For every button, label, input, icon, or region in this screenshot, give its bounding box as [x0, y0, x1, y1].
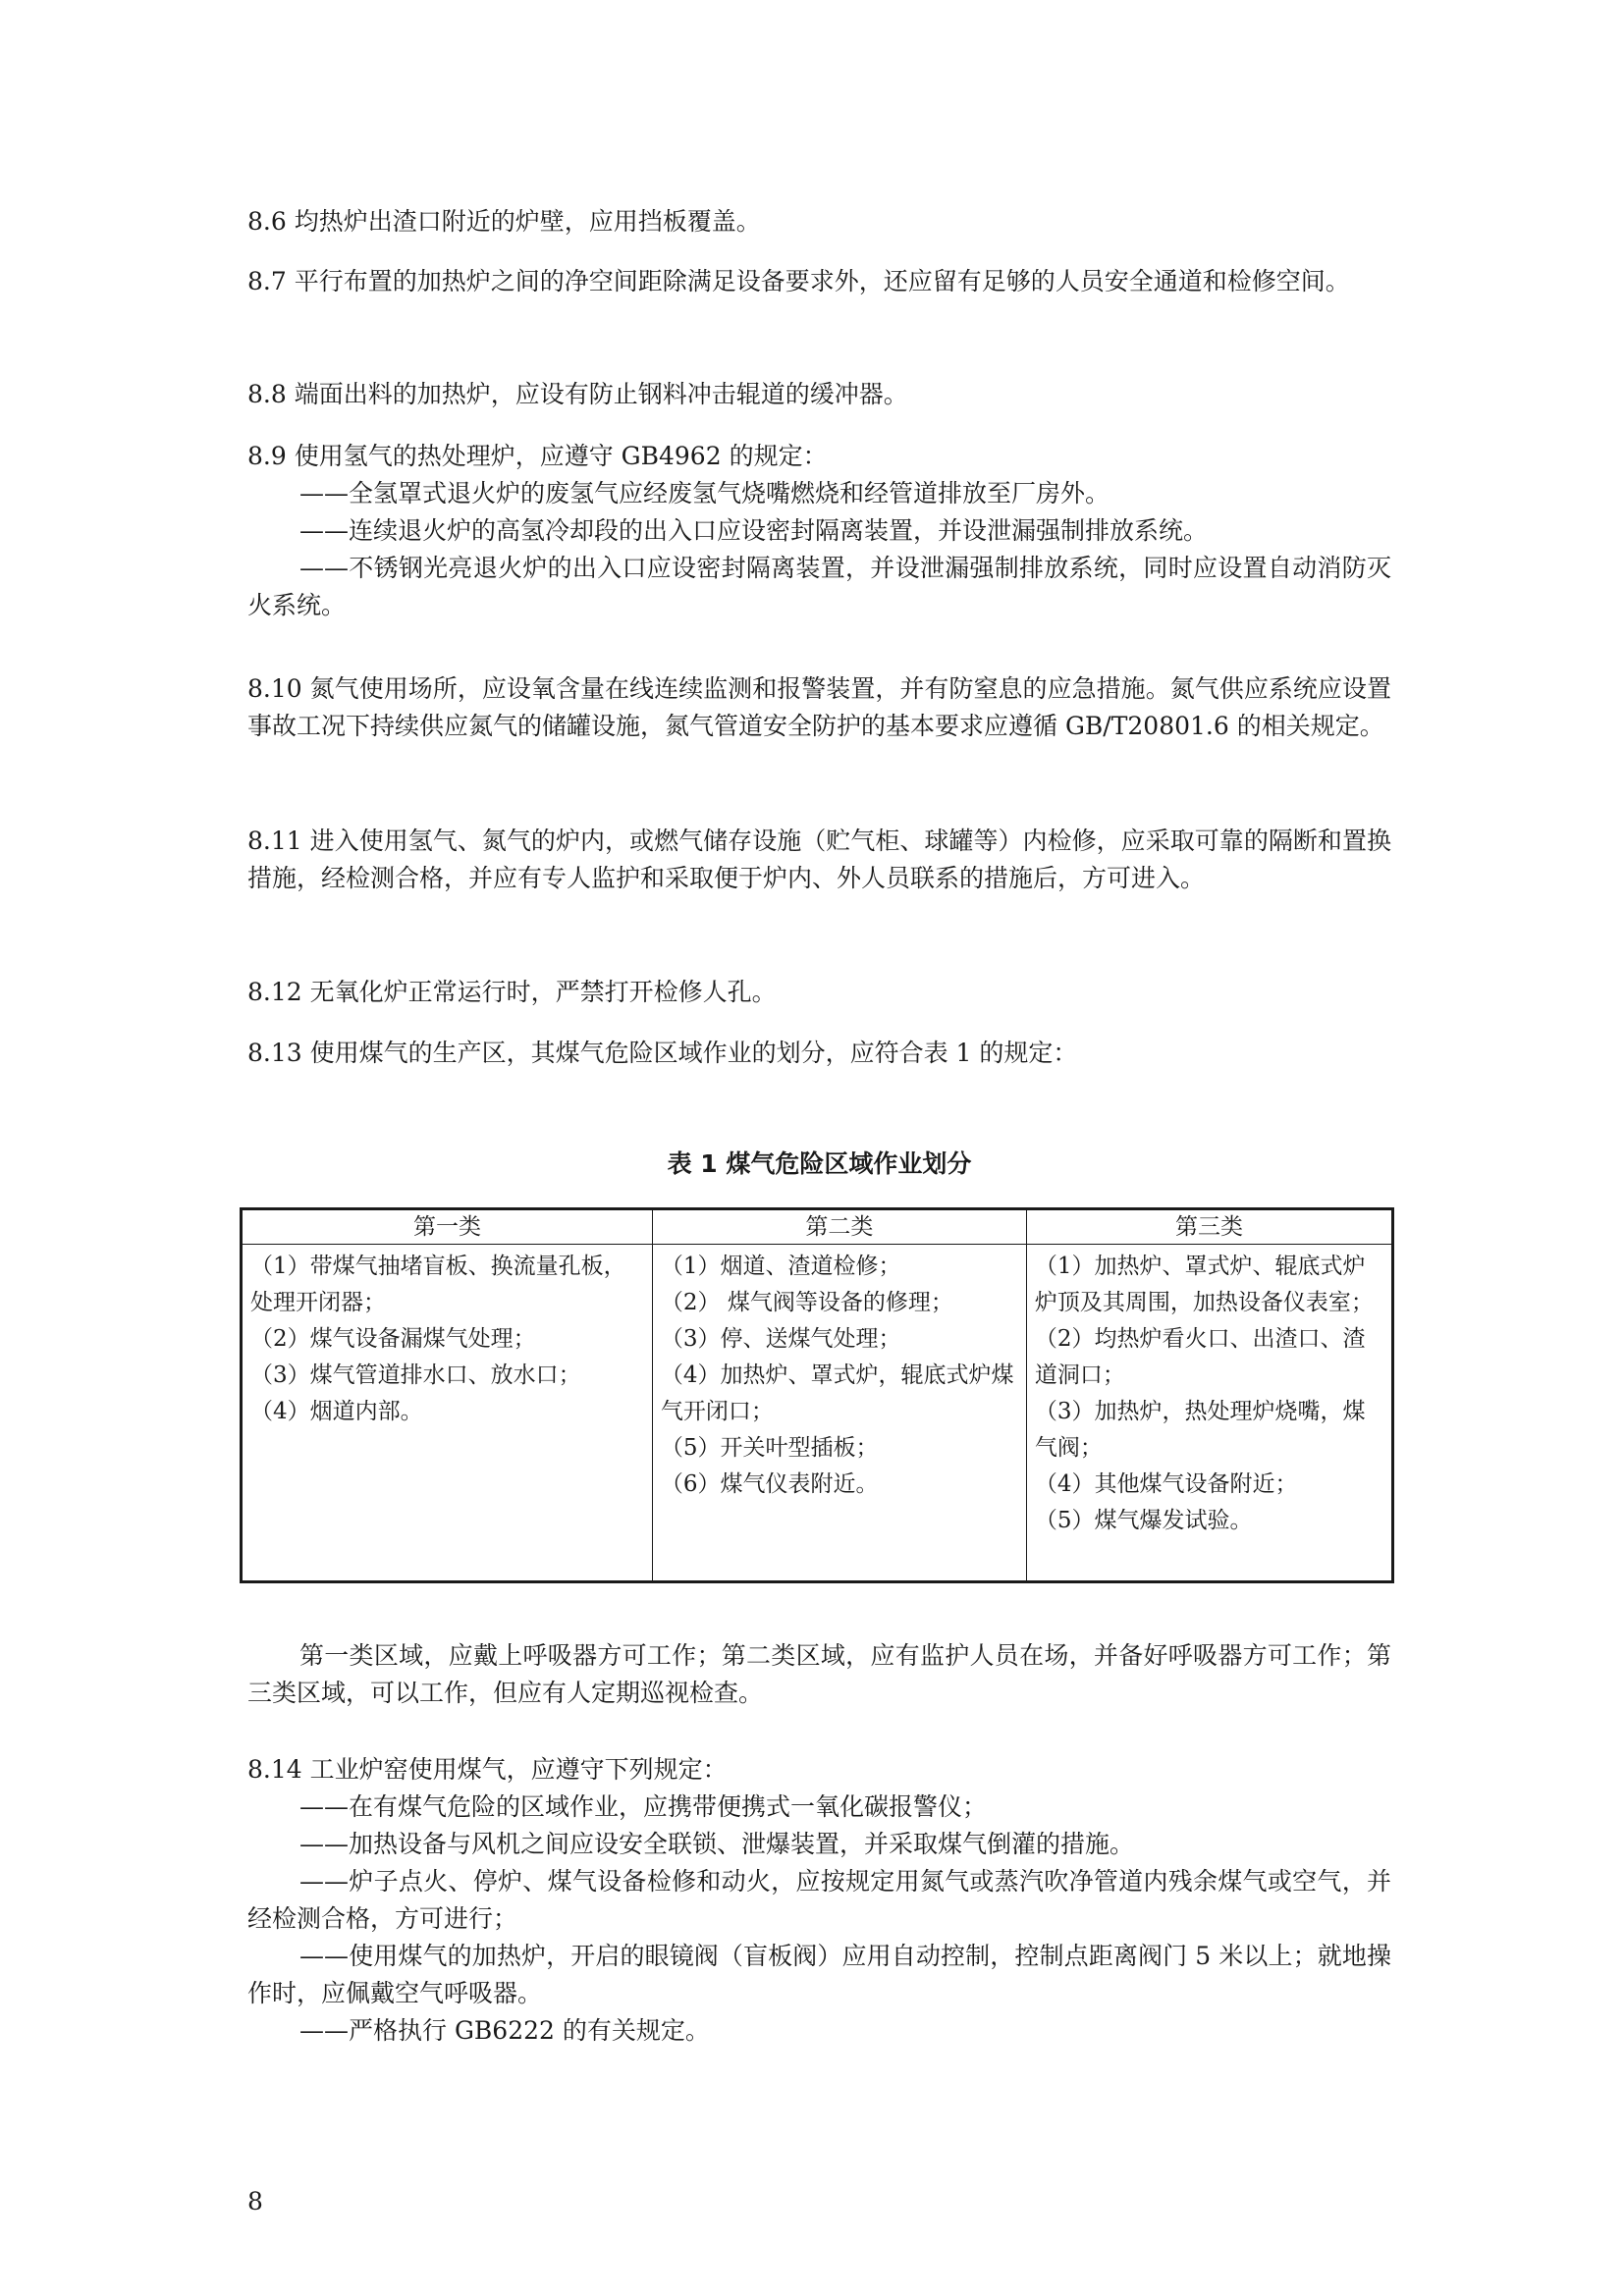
- list-item: ——加热设备与风机之间应设安全联锁、泄爆装置，并采取煤气倒灌的措施。: [299, 1830, 1135, 1858]
- paragraph: 8.9 使用氢气的热处理炉，应遵守 GB4962 的规定：: [247, 442, 828, 470]
- list-item: ——全氢罩式退火炉的废氢气应经废氢气烧嘴燃烧和经管道排放至厂房外。: [299, 479, 1110, 507]
- paragraph: 8.7 平行布置的加热炉之间的净空间距除满足设备要求外，还应留有足够的人员安全通道和检修空间。: [247, 267, 1350, 295]
- section-8-9: [247, 438, 1391, 624]
- section-8-11: [247, 823, 1391, 897]
- paragraph: 8.11 进入使用氢气、氮气的炉内，或燃气储存设施（贮气柜、球罐等）内检修，应采取可靠的隔断和置换措施，经检测合格，并应有专人监护和采取便于炉内、外人员联系的措施后，方可进入。: [247, 827, 1391, 892]
- section-8-7: [247, 263, 1391, 300]
- paragraph: 8.13 使用煤气的生产区，其煤气危险区域作业的划分，应符合表 1 的规定：: [247, 1039, 1078, 1067]
- list-item: ——不锈钢光亮退火炉的出入口应设密封隔离装置，并设泄漏强制排放系统，同时应设置自动消防灭火系统。: [247, 554, 1391, 619]
- list-item: ——使用煤气的加热炉，开启的眼镜阀（盲板阀）应用自动控制，控制点距离阀门 5 米以上；就地操作时，应佩戴空气呼吸器。: [247, 1942, 1391, 2007]
- table-cell: [242, 1245, 653, 1582]
- after-table-note: [247, 1637, 1391, 1712]
- section-8-12: [247, 974, 1391, 1011]
- cell-item: （3）煤气管道排水口、放水口；: [250, 1362, 581, 1388]
- list-item: ——严格执行 GB6222 的有关规定。: [299, 2016, 710, 2045]
- section-8-8: [247, 376, 1391, 413]
- cell-item: （6）煤气仪表附近。: [660, 1471, 879, 1497]
- paragraph: 8.12 无氧化炉正常运行时，严禁打开检修人孔。: [247, 978, 777, 1006]
- section-8-14: [247, 1751, 1391, 2050]
- table-cell: [1026, 1245, 1392, 1582]
- cell-item: （2） 煤气阀等设备的修理；: [660, 1290, 953, 1315]
- cell-item: （1）带煤气抽堵盲板、换流量孔板，处理开闭器；: [250, 1254, 626, 1315]
- table-cell: [652, 1245, 1026, 1582]
- cell-item: （1）加热炉、罩式炉、辊底式炉炉顶及其周围，加热设备仪表室；: [1034, 1254, 1374, 1315]
- paragraph: 8.10 氮气使用场所，应设氧含量在线连续监测和报警装置，并有防窒息的应急措施。氮气供应系统应设置事故工况下持续供应氮气的储罐设施，氮气管道安全防护的基本要求应遵循 GB/T20801.6 的相关规定。: [247, 674, 1391, 740]
- section-8-13: [247, 1035, 1391, 1072]
- table-header-row: [242, 1209, 1393, 1245]
- cell-item: （4）烟道内部。: [250, 1399, 423, 1424]
- table-caption: 表 1 煤气危险区域作业划分: [667, 1149, 972, 1178]
- cell-item: （2）煤气设备漏煤气处理；: [250, 1326, 536, 1352]
- section-8-10: [247, 670, 1391, 745]
- paragraph: 8.14 工业炉窑使用煤气，应遵守下列规定：: [247, 1755, 728, 1784]
- cell-item: （4）加热炉、罩式炉，辊底式炉煤气开闭口；: [660, 1362, 1014, 1424]
- zone-table: [240, 1207, 1394, 1583]
- cell-item: （3）停、送煤气处理；: [660, 1326, 901, 1352]
- cell-item: （1）烟道、渣道检修；: [660, 1254, 901, 1279]
- column-header: 第二类: [652, 1209, 1026, 1245]
- list-item: ——炉子点火、停炉、煤气设备检修和动火，应按规定用氮气或蒸汽吹净管道内残余煤气或空气，并经检测合格，方可进行；: [247, 1867, 1391, 1933]
- cell-item: （3）加热炉，热处理炉烧嘴，煤气阀；: [1034, 1399, 1366, 1461]
- column-header: 第一类: [242, 1209, 653, 1245]
- cell-item: （4）其他煤气设备附近；: [1034, 1471, 1298, 1497]
- list-item: ——在有煤气危险的区域作业，应携带便携式一氧化碳报警仪；: [299, 1792, 988, 1821]
- section-8-6: [247, 203, 1391, 240]
- paragraph: 第一类区域，应戴上呼吸器方可工作；第二类区域，应有监护人员在场，并备好呼吸器方可工作；第三类区域，可以工作，但应有人定期巡视检查。: [247, 1641, 1391, 1707]
- paragraph: 8.6 均热炉出渣口附近的炉壁，应用挡板覆盖。: [247, 207, 761, 236]
- list-item: ——连续退火炉的高氢冷却段的出入口应设密封隔离装置，并设泄漏强制排放系统。: [299, 516, 1209, 545]
- cell-item: （5）开关叶型插板；: [660, 1435, 879, 1461]
- page-number: 8: [247, 2187, 263, 2216]
- paragraph: 8.8 端面出料的加热炉，应设有防止钢料冲击辊道的缓冲器。: [247, 380, 908, 408]
- cell-item: （2）均热炉看火口、出渣口、渣道洞口；: [1034, 1326, 1366, 1388]
- column-header: 第三类: [1026, 1209, 1392, 1245]
- table-row: [242, 1245, 1393, 1582]
- cell-item: （5）煤气爆发试验。: [1034, 1508, 1253, 1533]
